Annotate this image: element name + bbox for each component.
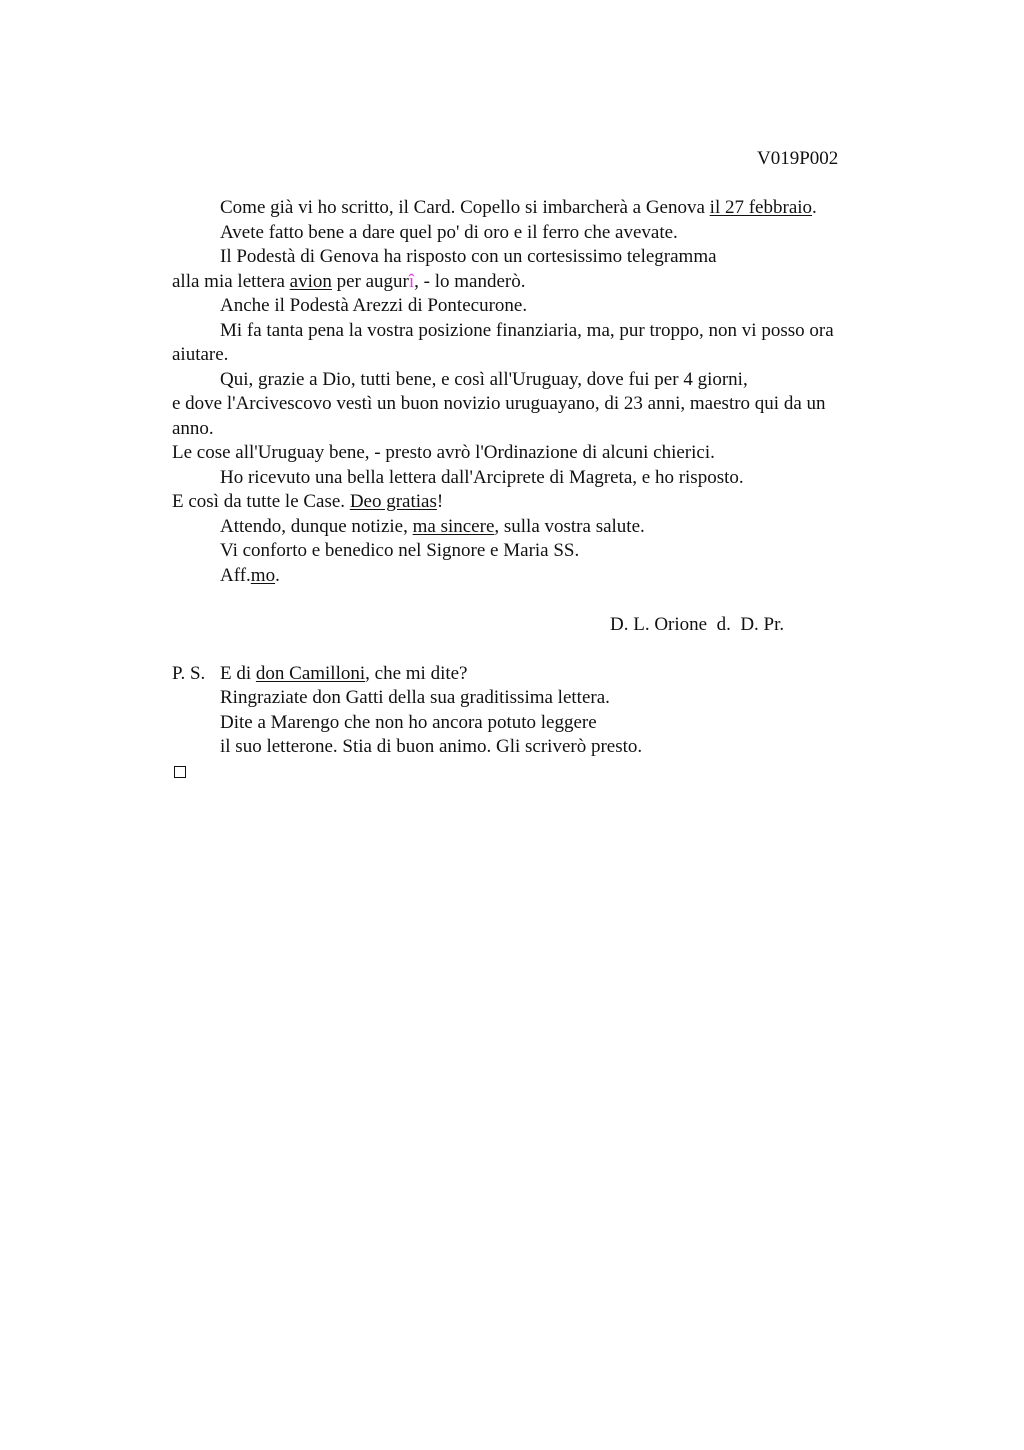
letter-line: e dove l'Arcivescovo vestì un buon novizio uruguayano, di 23 anni, maestro qui da un <box>172 393 826 414</box>
letter-line: Mi fa tanta pena la vostra posizione finanziaria, ma, pur troppo, non vi posso ora <box>220 319 834 341</box>
ps-line: Ringraziate don Gatti della sua graditissima lettera. <box>220 687 610 708</box>
text-span: Attendo, dunque notizie, <box>220 515 413 537</box>
text-span: E di <box>220 662 256 684</box>
letter-line: anno. <box>172 417 214 439</box>
text-span: alla mia lettera <box>172 270 290 292</box>
ps-line: Dite a Marengo che non ho ancora potuto leggere <box>220 711 597 733</box>
text-span: , - lo manderò. <box>414 270 526 292</box>
letter-line: Qui, grazie a Dio, tutti bene, e così all'Uruguay, dove fui per 4 giorni, <box>220 368 748 390</box>
letter-line: Le cose all'Uruguay bene, - presto avrò l'Ordinazione di alcuni chierici. <box>172 442 715 463</box>
ps-line <box>172 662 892 687</box>
letter-line <box>172 564 892 589</box>
text-span: ! <box>436 491 444 512</box>
text-span: , sulla vostra salute. <box>494 515 645 537</box>
ps-line: il suo letterone. Stia di buon animo. Gli scriverò presto. <box>220 736 643 757</box>
letter-line <box>172 196 892 221</box>
underlined-mo: mo <box>250 564 276 586</box>
text-span: , che mi dite? <box>365 662 468 684</box>
text-span: per augur <box>331 270 409 292</box>
underlined-avion: avion <box>289 270 332 292</box>
end-marker <box>172 760 892 785</box>
text-span: Aff. <box>220 564 251 586</box>
highlighted-char: î <box>408 270 415 292</box>
letter-line: Anche il Podestà Arezzi di Pontecurone. <box>220 295 528 316</box>
letter-line: Ho ricevuto una bella lettera dall'Arciprete di Magreta, e ho risposto. <box>220 466 744 488</box>
text-span: E così da tutte le Case. <box>172 491 350 512</box>
spacer <box>172 637 892 662</box>
underlined-date: il 27 febbraio <box>709 197 813 218</box>
page-reference: V019P002 <box>757 148 839 169</box>
underlined-deo-gratias: Deo gratias <box>349 491 437 512</box>
text-span: . <box>812 197 817 218</box>
letter-line: aiutare. <box>172 344 229 365</box>
text-span: . <box>275 564 280 586</box>
spacer <box>172 588 892 613</box>
letter-line <box>172 270 892 295</box>
signature: D. L. Orione d. D. Pr. <box>610 613 785 635</box>
letter-line: Avete fatto bene a dare quel po' di oro e il ferro che avevate. <box>220 221 678 243</box>
letter-line <box>172 515 892 540</box>
ps-label: P. S. <box>172 662 206 684</box>
letter-line: Vi conforto e benedico nel Signore e Maria SS. <box>220 540 580 561</box>
text-span: Come già vi ho scritto, il Card. Copello si imbarcherà a Genova <box>220 197 710 218</box>
letter-line <box>172 490 892 515</box>
underlined-don-camilloni: don Camilloni <box>255 662 366 684</box>
underlined-ma-sincere: ma sincere <box>412 515 495 537</box>
letter-line: Il Podestà di Genova ha risposto con un cortesissimo telegramma <box>220 246 717 267</box>
letter-body <box>172 196 892 784</box>
end-box-icon <box>174 766 186 778</box>
